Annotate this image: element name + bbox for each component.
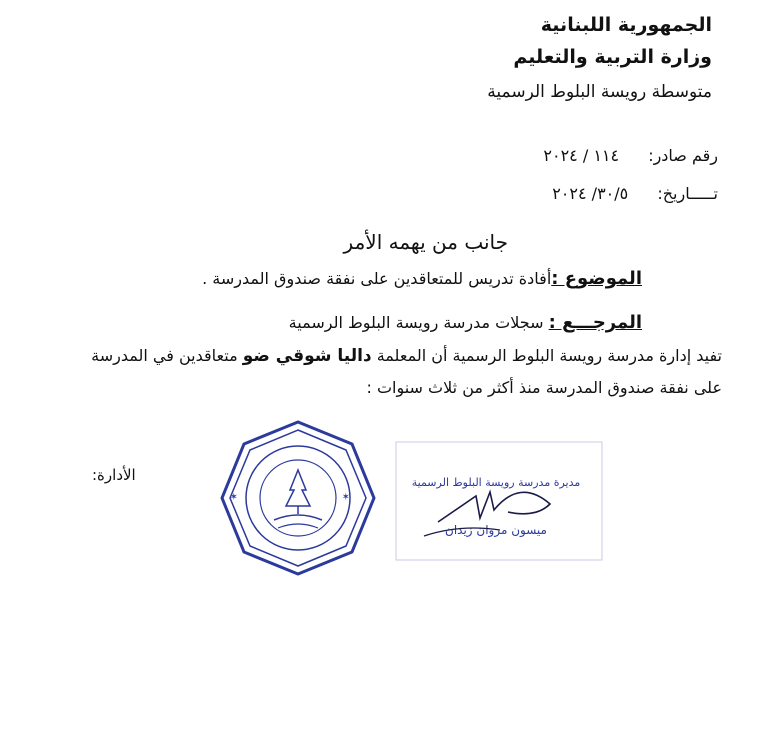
svg-text:✶: ✶ bbox=[341, 492, 350, 503]
subject-line bbox=[202, 268, 642, 289]
body-text-end: متعاقدين في المدرسة bbox=[91, 346, 243, 365]
reference-number-value: ١١٤ / ٢٠٢٤ bbox=[543, 146, 620, 165]
reference-line bbox=[289, 312, 642, 333]
reference-number bbox=[543, 146, 718, 165]
handwritten-signature bbox=[438, 492, 550, 522]
issue-date-value: ٣٠/٥/ ٢٠٢٤ bbox=[552, 184, 629, 203]
teacher-name: داليا شوقي ضو bbox=[242, 346, 372, 366]
body-line-1 bbox=[91, 346, 722, 366]
letterhead-ministry: وزارة التربية والتعليم bbox=[513, 46, 712, 68]
svg-text:✶: ✶ bbox=[229, 492, 238, 503]
letterhead-school: متوسطة رويسة البلوط الرسمية bbox=[487, 82, 712, 102]
subject-label: الموضوع : bbox=[551, 268, 642, 289]
reference-label: المرجـــع : bbox=[548, 312, 642, 333]
subject-text: أفادة تدريس للمتعاقدين على نفقة صندوق المدرسة . bbox=[202, 269, 552, 288]
director-name-stamp: ميسون مروان زيدان bbox=[445, 523, 547, 537]
director-title-stamp: مديرة مدرسة رويسة البلوط الرسمية bbox=[411, 476, 581, 489]
letterhead-republic: الجمهورية اللبنانية bbox=[540, 14, 712, 36]
addressee: جانب من يهمه الأمر bbox=[343, 230, 508, 254]
reference-text: سجلات مدرسة رويسة البلوط الرسمية bbox=[288, 313, 544, 332]
body-text-start: تفيد إدارة مدرسة رويسة البلوط الرسمية أن المعلمة bbox=[371, 346, 722, 365]
issue-date-label: تـــــاريخ: bbox=[657, 184, 718, 203]
issue-date bbox=[552, 184, 718, 203]
director-stamp-signature bbox=[390, 438, 612, 564]
body-line-2: على نفقة صندوق المدرسة منذ أكثر من ثلاث سنوات : bbox=[366, 378, 722, 397]
admin-signature-label: الأدارة: bbox=[92, 466, 136, 484]
reference-number-label: رقم صادر: bbox=[648, 146, 718, 165]
official-seal-stamp bbox=[218, 418, 378, 578]
